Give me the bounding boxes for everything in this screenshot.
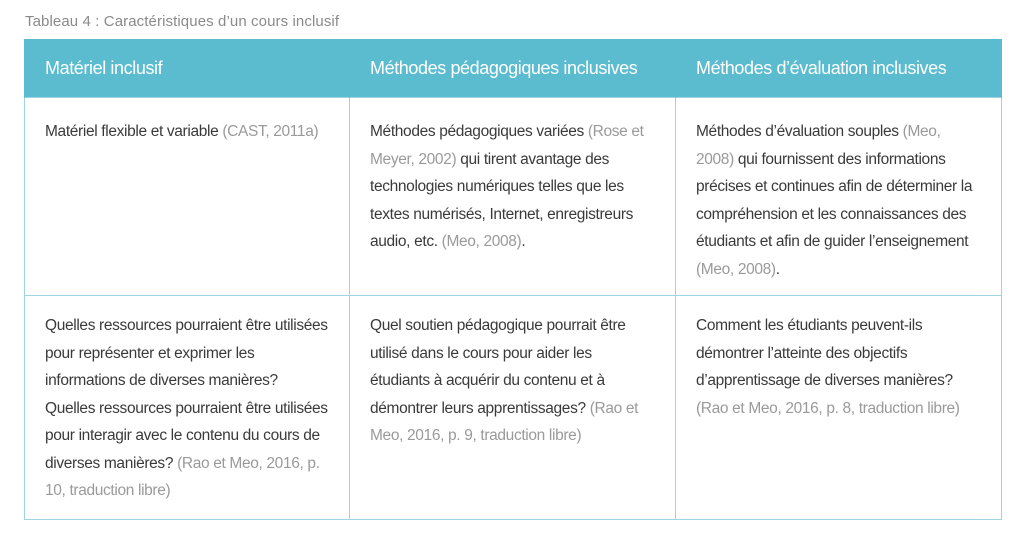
cell-text-after: qui tirent avantage des technologies numériques telles que les textes numérisés, Internet, enregistreurs audio, etc.: [370, 150, 634, 250]
cell-text: Quel soutien pédagogique pourrait être utilisé dans le cours pour aider les étudiants à acquérir du contenu et à démontrer leurs apprentissages?: [370, 317, 626, 417]
citation: (Rao et Meo, 2016, p. 8, traduction libre): [696, 399, 960, 417]
citation: (Rao et Meo, 2016, p. 10, traduction libre): [45, 454, 320, 499]
cell-text: Méthodes d’évaluation souples: [696, 123, 903, 140]
header-inclusive-teaching-methods: Méthodes pédagogiques inclusives: [350, 39, 676, 98]
cell-text-after: qui fournissent des informations précises et continues afin de déterminer la compréhension et les connaissances des étudiants et afin de guider l’enseignement: [696, 150, 973, 250]
inclusive-course-table: [24, 39, 1002, 520]
cell-text: Comment les étudiants peuvent-ils démontrer l’atteinte des objectifs d’apprentissage de diverses manières?: [696, 317, 953, 389]
citation: (Rose et Meyer, 2002): [370, 123, 644, 168]
cell-text: Méthodes pédagogiques variées: [370, 123, 588, 140]
cell-text: Matériel flexible et variable: [45, 123, 223, 140]
cell-teaching-question: [350, 296, 676, 520]
citation: (Meo, 2008): [441, 233, 522, 250]
table-caption: Tableau 4 : Caractéristiques d’un cours inclusif: [25, 13, 340, 30]
cell-text-end: .: [521, 233, 526, 250]
cell-text: Quelles ressources pourraient être utilisées pour représenter et exprimer les informations de diverses manières? Quelles ressources pourraient être utilisées pour interagir avec le contenu du cours de diverses manières?: [45, 317, 328, 472]
citation: (CAST, 2011a): [222, 123, 319, 140]
cell-assessment-description: [676, 98, 1002, 296]
citation: (Meo, 2008): [696, 123, 941, 168]
cell-text-end: .: [775, 260, 780, 278]
header-inclusive-assessment-methods: Méthodes d’évaluation inclusives: [676, 39, 1002, 98]
citation: (Meo, 2008): [696, 260, 776, 278]
cell-assessment-question: [676, 296, 1002, 520]
cell-material-question: [25, 296, 350, 520]
table-header-row: [25, 39, 1002, 98]
cell-material-description: [25, 98, 350, 296]
header-inclusive-material: Matériel inclusif: [25, 39, 350, 98]
citation: (Rao et Meo, 2016, p. 9, traduction libre): [370, 399, 639, 444]
cell-teaching-description: [350, 98, 676, 296]
table-row: [25, 296, 1002, 520]
table-row: [25, 98, 1002, 296]
